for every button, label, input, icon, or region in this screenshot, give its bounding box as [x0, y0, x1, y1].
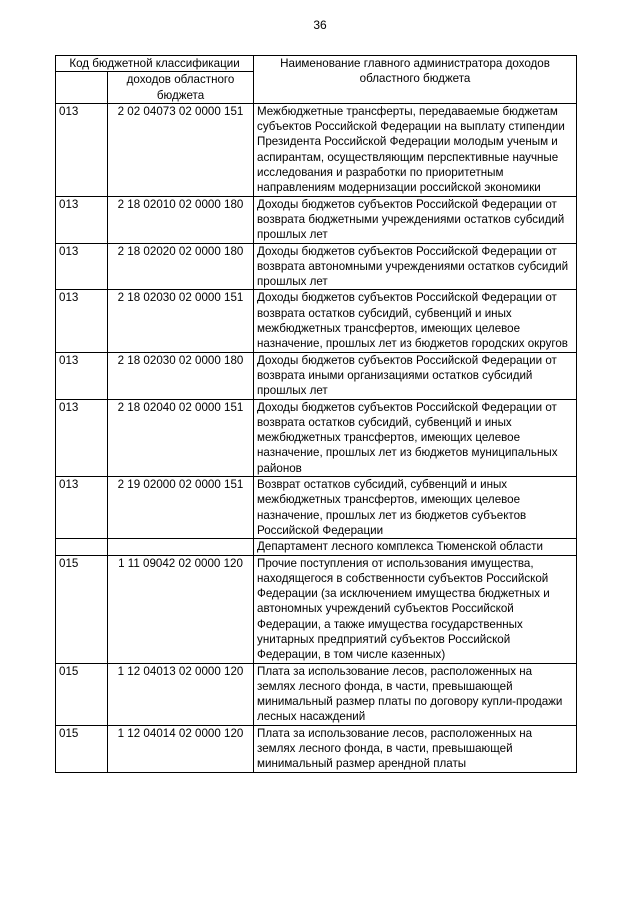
income-name-cell: Доходы бюджетов субъектов Российской Федерации от возврата бюджетными учреждениями остатков субсидий прошлых лет — [254, 196, 577, 243]
income-code-cell — [108, 539, 254, 555]
administrator-code-cell: 013 — [56, 103, 108, 196]
income-code-cell: 2 18 02040 02 0000 151 — [108, 399, 254, 476]
table-row — [56, 539, 577, 555]
income-name-cell: Плата за использование лесов, расположенных на землях лесного фонда, в части, превышающей минимальный размер арендной платы — [254, 725, 577, 772]
administrator-code-cell: 015 — [56, 663, 108, 725]
table-row — [56, 196, 577, 243]
department-heading-cell: Департамент лесного комплекса Тюменской области — [254, 539, 577, 555]
administrator-code-cell: 015 — [56, 555, 108, 663]
income-code-cell: 2 18 02020 02 0000 180 — [108, 243, 254, 290]
administrator-code-cell: 015 — [56, 725, 108, 772]
income-name-cell: Доходы бюджетов субъектов Российской Федерации от возврата иными организациями остатков субсидий прошлых лет — [254, 352, 577, 399]
table-body — [56, 103, 577, 772]
income-code-cell: 2 18 02010 02 0000 180 — [108, 196, 254, 243]
table-header-row — [56, 56, 577, 72]
income-name-cell: Доходы бюджетов субъектов Российской Федерации от возврата остатков субсидий, субвенций и иных межбюджетных трансфертов, имеющих целевое назначение, прошлых лет из бюджетов муниципальных районов — [254, 399, 577, 476]
income-code-cell: 2 18 02030 02 0000 151 — [108, 290, 254, 352]
administrator-code-cell: 013 — [56, 243, 108, 290]
table-row — [56, 725, 577, 772]
income-code-cell: 2 18 02030 02 0000 180 — [108, 352, 254, 399]
income-code-cell: 1 11 09042 02 0000 120 — [108, 555, 254, 663]
income-name-cell: Возврат остатков субсидий, субвенций и иных межбюджетных трансфертов, имеющих целевое назначение, прошлых лет из бюджетов субъектов Российской Федерации — [254, 477, 577, 539]
table-row — [56, 290, 577, 352]
administrator-code-cell: 013 — [56, 196, 108, 243]
page-number: 36 — [313, 18, 327, 32]
budget-classification-code-header: Код бюджетной классификации — [56, 56, 254, 72]
administrator-code-cell — [56, 539, 108, 555]
table-row — [56, 243, 577, 290]
income-name-cell: Плата за использование лесов, расположенных на землях лесного фонда, в части, превышающей минимальный размер платы по договору купли-продажи лесных насаждений — [254, 663, 577, 725]
income-code-cell: 1 12 04013 02 0000 120 — [108, 663, 254, 725]
administrator-code-header — [56, 72, 108, 104]
table-row — [56, 103, 577, 196]
table-row — [56, 663, 577, 725]
table-row — [56, 477, 577, 539]
income-name-cell: Прочие поступления от использования имущества, находящегося в собственности субъектов Российской Федерации (за исключением имущества бюджетных и автономных учреждений субъектов Российской Федерации, а также имущества государственных унитарных предприятий субъектов Российской Федерации, в том числе казенных) — [254, 555, 577, 663]
income-code-cell: 2 19 02000 02 0000 151 — [108, 477, 254, 539]
income-code-header: доходов областного бюджета — [108, 72, 254, 104]
budget-classification-table — [55, 55, 577, 773]
administrator-name-header: Наименование главного администратора доходов областного бюджета — [254, 56, 577, 104]
table-row — [56, 352, 577, 399]
income-name-cell: Доходы бюджетов субъектов Российской Федерации от возврата остатков субсидий, субвенций и иных межбюджетных трансфертов, имеющих целевое назначение, прошлых лет из бюджетов городских округов — [254, 290, 577, 352]
table-row — [56, 399, 577, 476]
income-code-cell: 1 12 04014 02 0000 120 — [108, 725, 254, 772]
administrator-code-cell: 013 — [56, 477, 108, 539]
income-name-cell: Межбюджетные трансферты, передаваемые бюджетам субъектов Российской Федерации на выплату стипендии Президента Российской Федерации молодым ученым и аспирантам, осуществляющим перспективные научные исследования и разработки по приоритетным направлениям модернизации российской экономики — [254, 103, 577, 196]
income-code-cell: 2 02 04073 02 0000 151 — [108, 103, 254, 196]
income-name-cell: Доходы бюджетов субъектов Российской Федерации от возврата автономными учреждениями остатков субсидий прошлых лет — [254, 243, 577, 290]
administrator-code-cell: 013 — [56, 290, 108, 352]
administrator-code-cell: 013 — [56, 399, 108, 476]
administrator-code-cell: 013 — [56, 352, 108, 399]
table-row — [56, 555, 577, 663]
